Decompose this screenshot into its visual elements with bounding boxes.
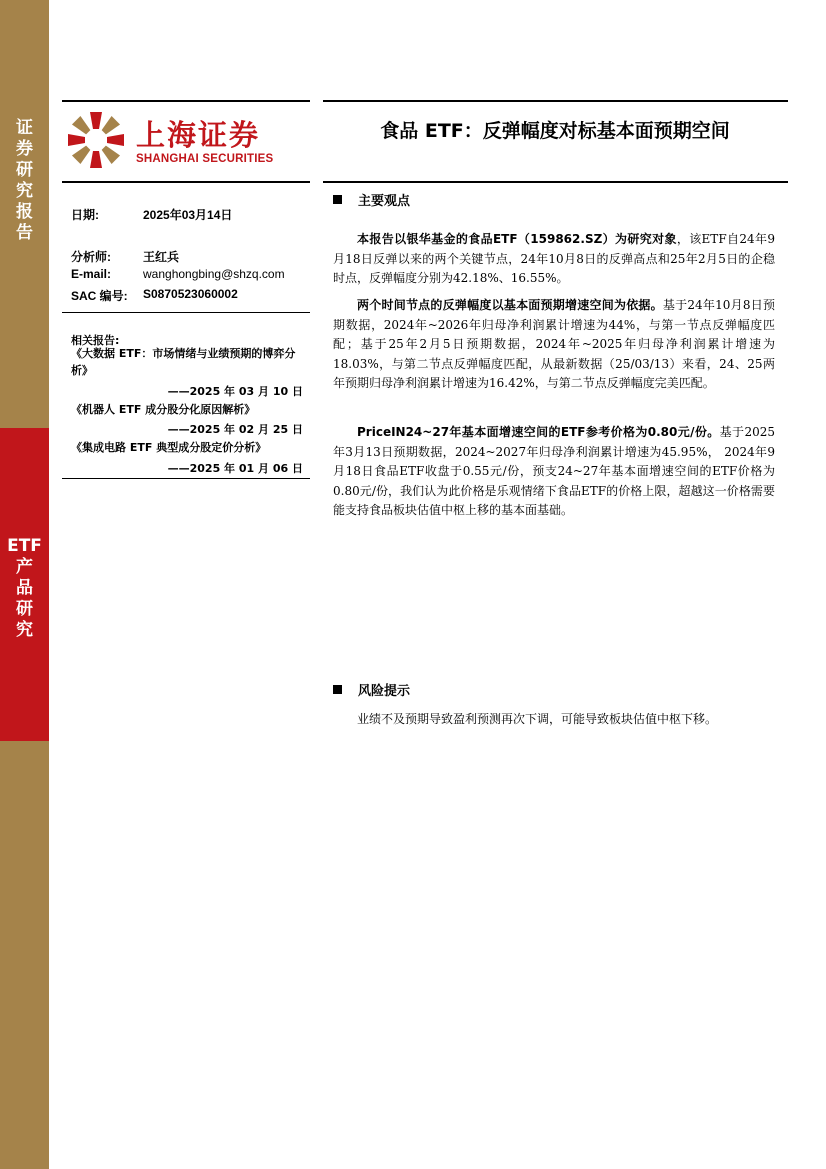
sidebar-glyph: 券 [16, 139, 33, 159]
report-title: 食品 ETF：反弹幅度对标基本面预期空间 [380, 120, 730, 142]
octagon-logo-icon [66, 110, 126, 170]
sac-label: SAC 编号: [71, 289, 128, 303]
header-bottom-rule-left [62, 181, 310, 183]
related-report-date: ——2025 年 01 月 06 日 [167, 462, 303, 475]
brand-name-cn: 上海证券 [136, 118, 261, 152]
sidebar-glyph: 证 [16, 118, 33, 138]
sidebar-glyph: 告 [16, 223, 33, 243]
sidebar-report-type-label [0, 118, 49, 244]
related-report-title[interactable]: 《机器人 ETF 成分股分化原因解析》 [71, 403, 256, 416]
sac-value: S0870523060002 [143, 287, 238, 301]
email-label: E-mail: [71, 267, 112, 281]
main-point-body: 基于2025年3月13日预期数据，2024~2027年归母净利润累计增速为45.95%， 2024年9月18日食品ETF收盘于0.55元/份，预支24~27年基本面增速空间的ETF价格为0.80元/份，我们认为此价格是乐观情绪下食品ETF的价格上限，超越这一价格需要能支持食品板块估值中枢上移的基本面基础。 [333, 425, 775, 517]
main-point-paragraph [333, 296, 775, 394]
related-report-title[interactable]: 《集成电路 ETF 典型成分股定价分析》 [71, 441, 267, 454]
sidebar-glyph: 研 [16, 599, 33, 619]
email-value[interactable]: wanghongbing@shzq.com [143, 267, 285, 281]
related-reports-header: 相关报告: [71, 334, 120, 347]
main-point-lead: PriceIN24~27年基本面增速空间的ETF参考价格为0.80元/份。 [357, 425, 720, 439]
header-bottom-rule-right [323, 181, 788, 183]
main-point-body: ，该ETF自24年9月18日反弹以来的两个关键节点，24年10月8日的反弹高点和25年2月5日的企稳时点，反弹幅度分别为42.18%、16.55%。 [333, 232, 775, 285]
sidebar-glyph: 研 [16, 160, 33, 180]
sidebar [0, 0, 49, 1169]
meta-divider [62, 312, 310, 313]
sidebar-glyph: 品 [16, 578, 33, 598]
analyst-label: 分析师: [71, 250, 111, 264]
risk-header: 风险提示 [333, 680, 410, 699]
related-divider [62, 478, 310, 479]
date-value: 2025年03月14日 [143, 208, 233, 222]
sidebar-category-label [0, 536, 49, 641]
related-report-date: ——2025 年 03 月 10 日 [167, 385, 303, 398]
header-rule-left [62, 100, 310, 102]
analyst-value: 王红兵 [143, 250, 180, 264]
sidebar-glyph: 产 [16, 557, 33, 577]
main-point-paragraph [333, 230, 775, 289]
main-point-body: 基于24年10月8日预期数据，2024年~2026年归母净利润累计增速为44%，与第一节点反弹幅度匹配；基于25年2月5日预期数据，2024年~2025年归母净利润累计增速为18.03%，与第二节点反弹幅度匹配，从最新数据（25/03/13）来看，24、25两年预期归母净利润累计增速为16.42%，与第二节点反弹幅度完美匹配。 [333, 298, 775, 390]
sidebar-glyph: ETF [7, 536, 42, 556]
related-report-date: ——2025 年 02 月 25 日 [167, 423, 303, 436]
square-bullet-icon [333, 685, 342, 694]
date-label: 日期: [71, 208, 99, 222]
main-point-lead: 两个时间节点的反弹幅度以基本面预期增速空间为依据。 [357, 298, 663, 312]
main-point-lead: 本报告以银华基金的食品ETF（159862.SZ）为研究对象 [357, 232, 677, 246]
risk-paragraph: 业绩不及预期导致盈利预测再次下调，可能导致板块估值中枢下移。 [357, 712, 718, 726]
main-points-header: 主要观点 [333, 190, 410, 209]
square-bullet-icon [333, 195, 342, 204]
sidebar-glyph: 究 [16, 620, 33, 640]
brand-name-en: SHANGHAI SECURITIES [136, 153, 274, 165]
related-report-title[interactable]: 《大数据 ETF：市场情绪与业绩预期的博弈分析》 [71, 347, 296, 377]
header-rule-right [323, 100, 788, 102]
sidebar-glyph: 究 [16, 181, 33, 201]
main-point-paragraph [333, 423, 775, 521]
sidebar-glyph: 报 [16, 202, 33, 222]
